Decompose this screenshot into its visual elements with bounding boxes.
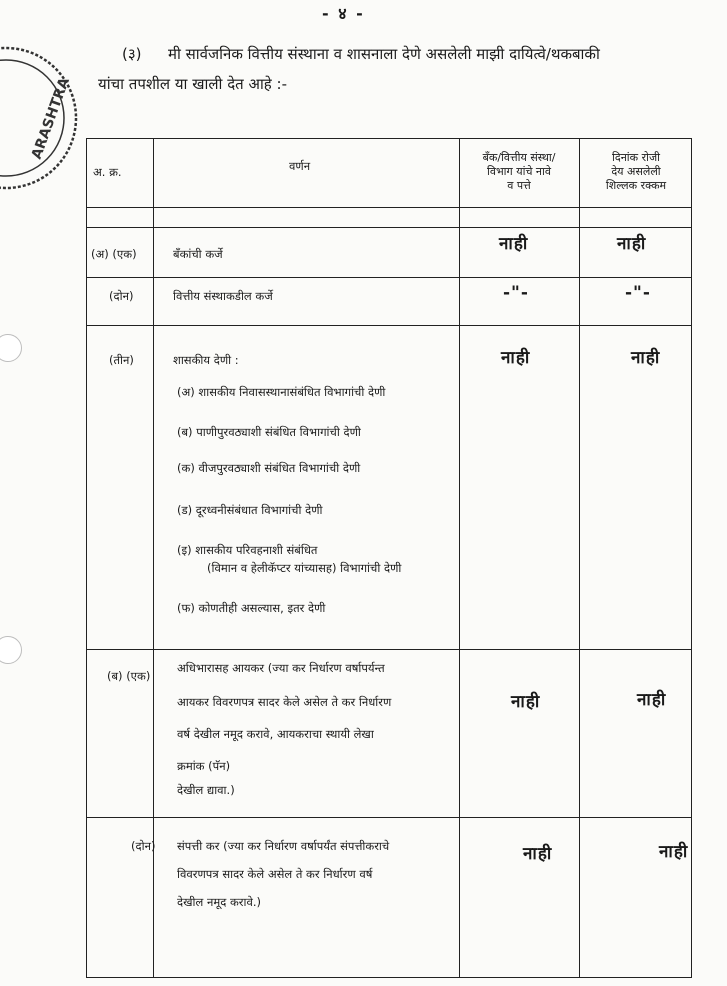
handwritten-bank: नाही bbox=[501, 348, 531, 368]
header-serial: अ. क्र. bbox=[93, 165, 122, 179]
section-number: (३) bbox=[122, 45, 142, 63]
row-serial: (ब) (एक) bbox=[107, 669, 151, 683]
handwritten-amount: नाही bbox=[617, 234, 647, 254]
sub-item: (ड) दूरध्वनीसंबंधात विभागांची देणी bbox=[177, 503, 323, 517]
row-description-line: संपत्ती कर (ज्या कर निर्धारण वर्षापर्यंत संपत्तीकराचे bbox=[177, 839, 390, 853]
row-description: बँकांची कर्जे bbox=[173, 247, 223, 261]
handwritten-bank: -"- bbox=[503, 283, 529, 303]
row-serial: (अ) (एक) bbox=[91, 247, 137, 261]
sub-item: (विमान व हेलीकॅप्टर यांच्यासह) विभागांची देणी bbox=[207, 561, 402, 575]
row-description: शासकीय देणी : bbox=[173, 353, 239, 367]
intro-line-1: मी सार्वजनिक वित्तीय संस्थाना व शासनाला देणे असलेली माझी दायित्वे/थकबाकी bbox=[168, 45, 600, 63]
row-serial: (तीन) bbox=[109, 353, 134, 367]
liabilities-table bbox=[86, 138, 692, 978]
row-serial: (दोन) bbox=[109, 289, 134, 303]
row-description-line: वर्ष देखील नमूद करावे, आयकराचा स्थायी लेखा bbox=[177, 727, 374, 741]
row-description: वित्तीय संस्थाकडील कर्जे bbox=[173, 289, 273, 303]
header-bank-address: बँक/वित्तीय संस्था/ विभाग यांचे नावे व पत्ते bbox=[482, 151, 556, 192]
sub-item: (ब) पाणीपुरवठ्याशी संबंधित विभागांची देणी bbox=[177, 425, 361, 439]
sub-item: (इ) शासकीय परिवहनाशी संबंधित bbox=[177, 543, 318, 557]
row-description-line: क्रमांक (पॅन) bbox=[177, 759, 231, 773]
row-description-line: देखील द्यावा.) bbox=[177, 783, 235, 797]
sub-item: (फ) कोणतीही असल्यास, इतर देणी bbox=[177, 601, 326, 615]
handwritten-amount: नाही bbox=[659, 842, 689, 862]
row-description-line: विवरणपत्र सादर केले असेल ते कर निर्धारण वर्ष bbox=[177, 867, 373, 881]
handwritten-bank: नाही bbox=[511, 692, 541, 712]
row-description-line: देखील नमूद करावे.) bbox=[177, 895, 262, 909]
header-description: वर्णन bbox=[289, 159, 311, 173]
handwritten-bank: नाही bbox=[499, 234, 529, 254]
row-description-line: अधिभारासह आयकर (ज्या कर निर्धारण वर्षापर्यन्त bbox=[177, 661, 385, 675]
handwritten-amount: नाही bbox=[637, 690, 667, 710]
intro-line-2: यांचा तपशील या खाली देत आहे :- bbox=[98, 75, 288, 93]
header-outstanding-amount: दिनांक रोजी देय असलेली शिल्लक रक्कम bbox=[605, 151, 667, 192]
punch-hole-bottom bbox=[0, 636, 22, 664]
punch-hole-top bbox=[0, 334, 22, 362]
row-serial: (दोन) bbox=[131, 839, 156, 853]
svg-text:ARASHTRA: ARASHTRA bbox=[28, 75, 73, 162]
page-number: - ४ - bbox=[322, 4, 365, 23]
handwritten-amount: नाही bbox=[631, 348, 661, 368]
handwritten-amount: -"- bbox=[625, 283, 651, 303]
sub-item: (क) वीजपुरवठ्याशी संबंधित विभागांची देणी bbox=[177, 461, 361, 475]
seal-stamp bbox=[0, 40, 80, 196]
sub-item: (अ) शासकीय निवासस्थानासंबंधित विभागांची देणी bbox=[177, 385, 386, 399]
row-description-line: आयकर विवरणपत्र सादर केले असेल ते कर निर्धारण bbox=[177, 695, 392, 709]
handwritten-bank: नाही bbox=[523, 844, 553, 864]
